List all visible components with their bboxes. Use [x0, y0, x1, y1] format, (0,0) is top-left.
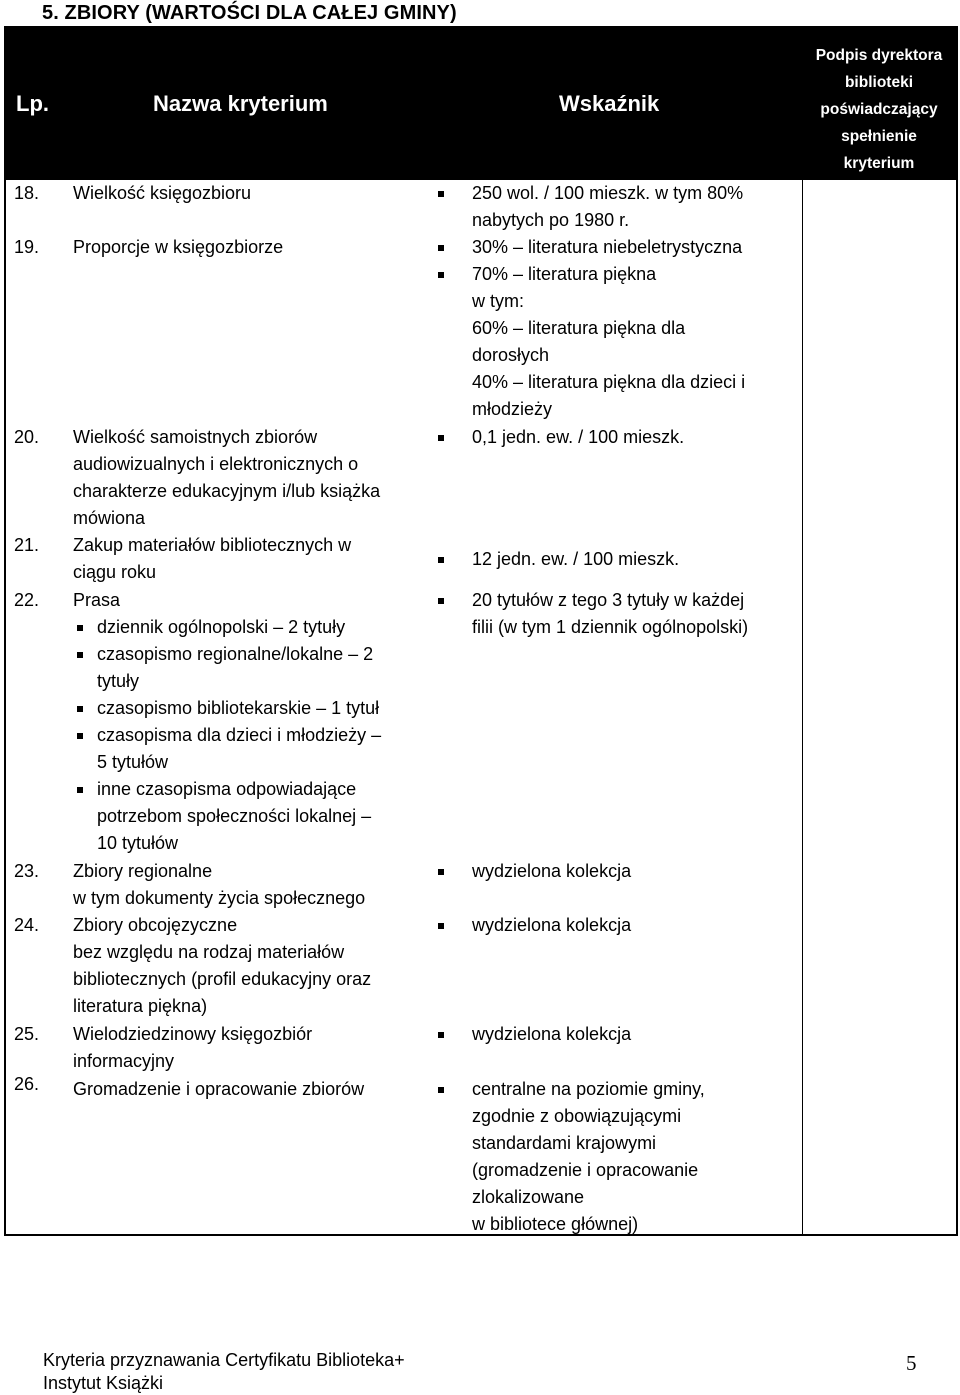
header-lp: Lp. — [16, 91, 49, 116]
page-number: 5 — [906, 1351, 917, 1375]
row-name: Zbiory regionalne w tym dokumenty życia społecznego — [73, 861, 366, 908]
row-name: Wielodziedzinowy księgozbiór informacyjny — [73, 1024, 313, 1071]
page-footer — [43, 1349, 405, 1395]
header-indicator: Wskaźnik — [559, 91, 660, 116]
row-lp: 20. — [14, 427, 40, 447]
row-lp: 25. — [14, 1024, 40, 1044]
row-indicator: centralne na poziomie gminy, zgodnie z obowiązującymi standardami krajowymi (gromadzenie i opracowanie zlokalizowane w bibliotece głównej) — [426, 1076, 798, 1238]
column-divider — [802, 180, 803, 1234]
row-indicator: 20 tytułów z tego 3 tytuły w każdej filii (w tym 1 dziennik ogólnopolski) — [426, 587, 798, 641]
criteria-table — [4, 26, 958, 1236]
row-lp: 18. — [14, 183, 40, 203]
table-header — [6, 28, 956, 180]
row-lp: 24. — [14, 915, 40, 935]
row-lp: 19. — [14, 237, 40, 257]
footer-publisher: Instytut Książki — [43, 1373, 164, 1393]
row-name: Zakup materiałów bibliotecznych w ciągu roku — [73, 535, 352, 582]
row-indicator: 12 jedn. ew. / 100 mieszk. — [426, 546, 798, 573]
footer-title: Kryteria przyznawania Certyfikatu Biblioteka+ — [43, 1350, 405, 1370]
list-item: dziennik ogólnopolski – 2 tytuły — [73, 614, 413, 641]
row-indicator: 250 wol. / 100 mieszk. w tym 80% nabytych po 1980 r. — [426, 180, 798, 234]
row-indicator: 0,1 jedn. ew. / 100 mieszk. — [426, 424, 798, 451]
row-name: Prasa dziennik ogólnopolski – 2 tytuły czasopismo regionalne/lokalne – 2 tytuły czasopismo bibliotekarskie – 1 tytuł czasopisma dla dzieci i młodzieży – 5 tytułów inne czasopisma odpowiadające potrzebom społeczności lokalnej – 10 tytułów — [73, 587, 413, 857]
row-lp: 26. — [14, 1074, 40, 1094]
row-name: Proporcje w księgozbiorze — [73, 237, 284, 257]
row-indicator: wydzielona kolekcja — [426, 912, 798, 939]
list-item: czasopisma dla dzieci i młodzieży – 5 tytułów — [73, 722, 413, 776]
header-signature: Podpis dyrektora biblioteki poświadczający spełnienie kryterium — [815, 47, 943, 172]
row-lp: 22. — [14, 590, 40, 610]
row-indicator: wydzielona kolekcja — [426, 858, 798, 885]
row-name: Zbiory obcojęzyczne bez względu na rodzaj materiałów bibliotecznych (profil edukacyjny oraz literatura piękna) — [73, 915, 372, 1016]
row-name: Gromadzenie i opracowanie zbiorów — [73, 1079, 365, 1099]
list-item: czasopismo bibliotekarskie – 1 tytuł — [73, 695, 413, 722]
row-lp: 21. — [14, 535, 40, 555]
row-name: Wielkość księgozbioru — [73, 183, 252, 203]
list-item: inne czasopisma odpowiadające potrzebom społeczności lokalnej – 10 tytułów — [73, 776, 413, 857]
row-indicator: 30% – literatura niebeletrystyczna 70% – literatura piękna w tym: 60% – literatura piękna dla dorosłych 40% – literatura piękna dla dzieci i młodzieży — [426, 234, 798, 423]
list-item: czasopismo regionalne/lokalne – 2 tytuły — [73, 641, 413, 695]
row-lp: 23. — [14, 861, 40, 881]
page-title: 5. ZBIORY (WARTOŚCI DLA CAŁEJ GMINY) — [42, 2, 457, 24]
row-indicator: wydzielona kolekcja — [426, 1021, 798, 1048]
row-name: Wielkość samoistnych zbiorów audiowizualnych i elektronicznych o charakterze edukacyjnym i/lub książka mówiona — [73, 427, 381, 528]
header-name: Nazwa kryterium — [153, 91, 328, 116]
